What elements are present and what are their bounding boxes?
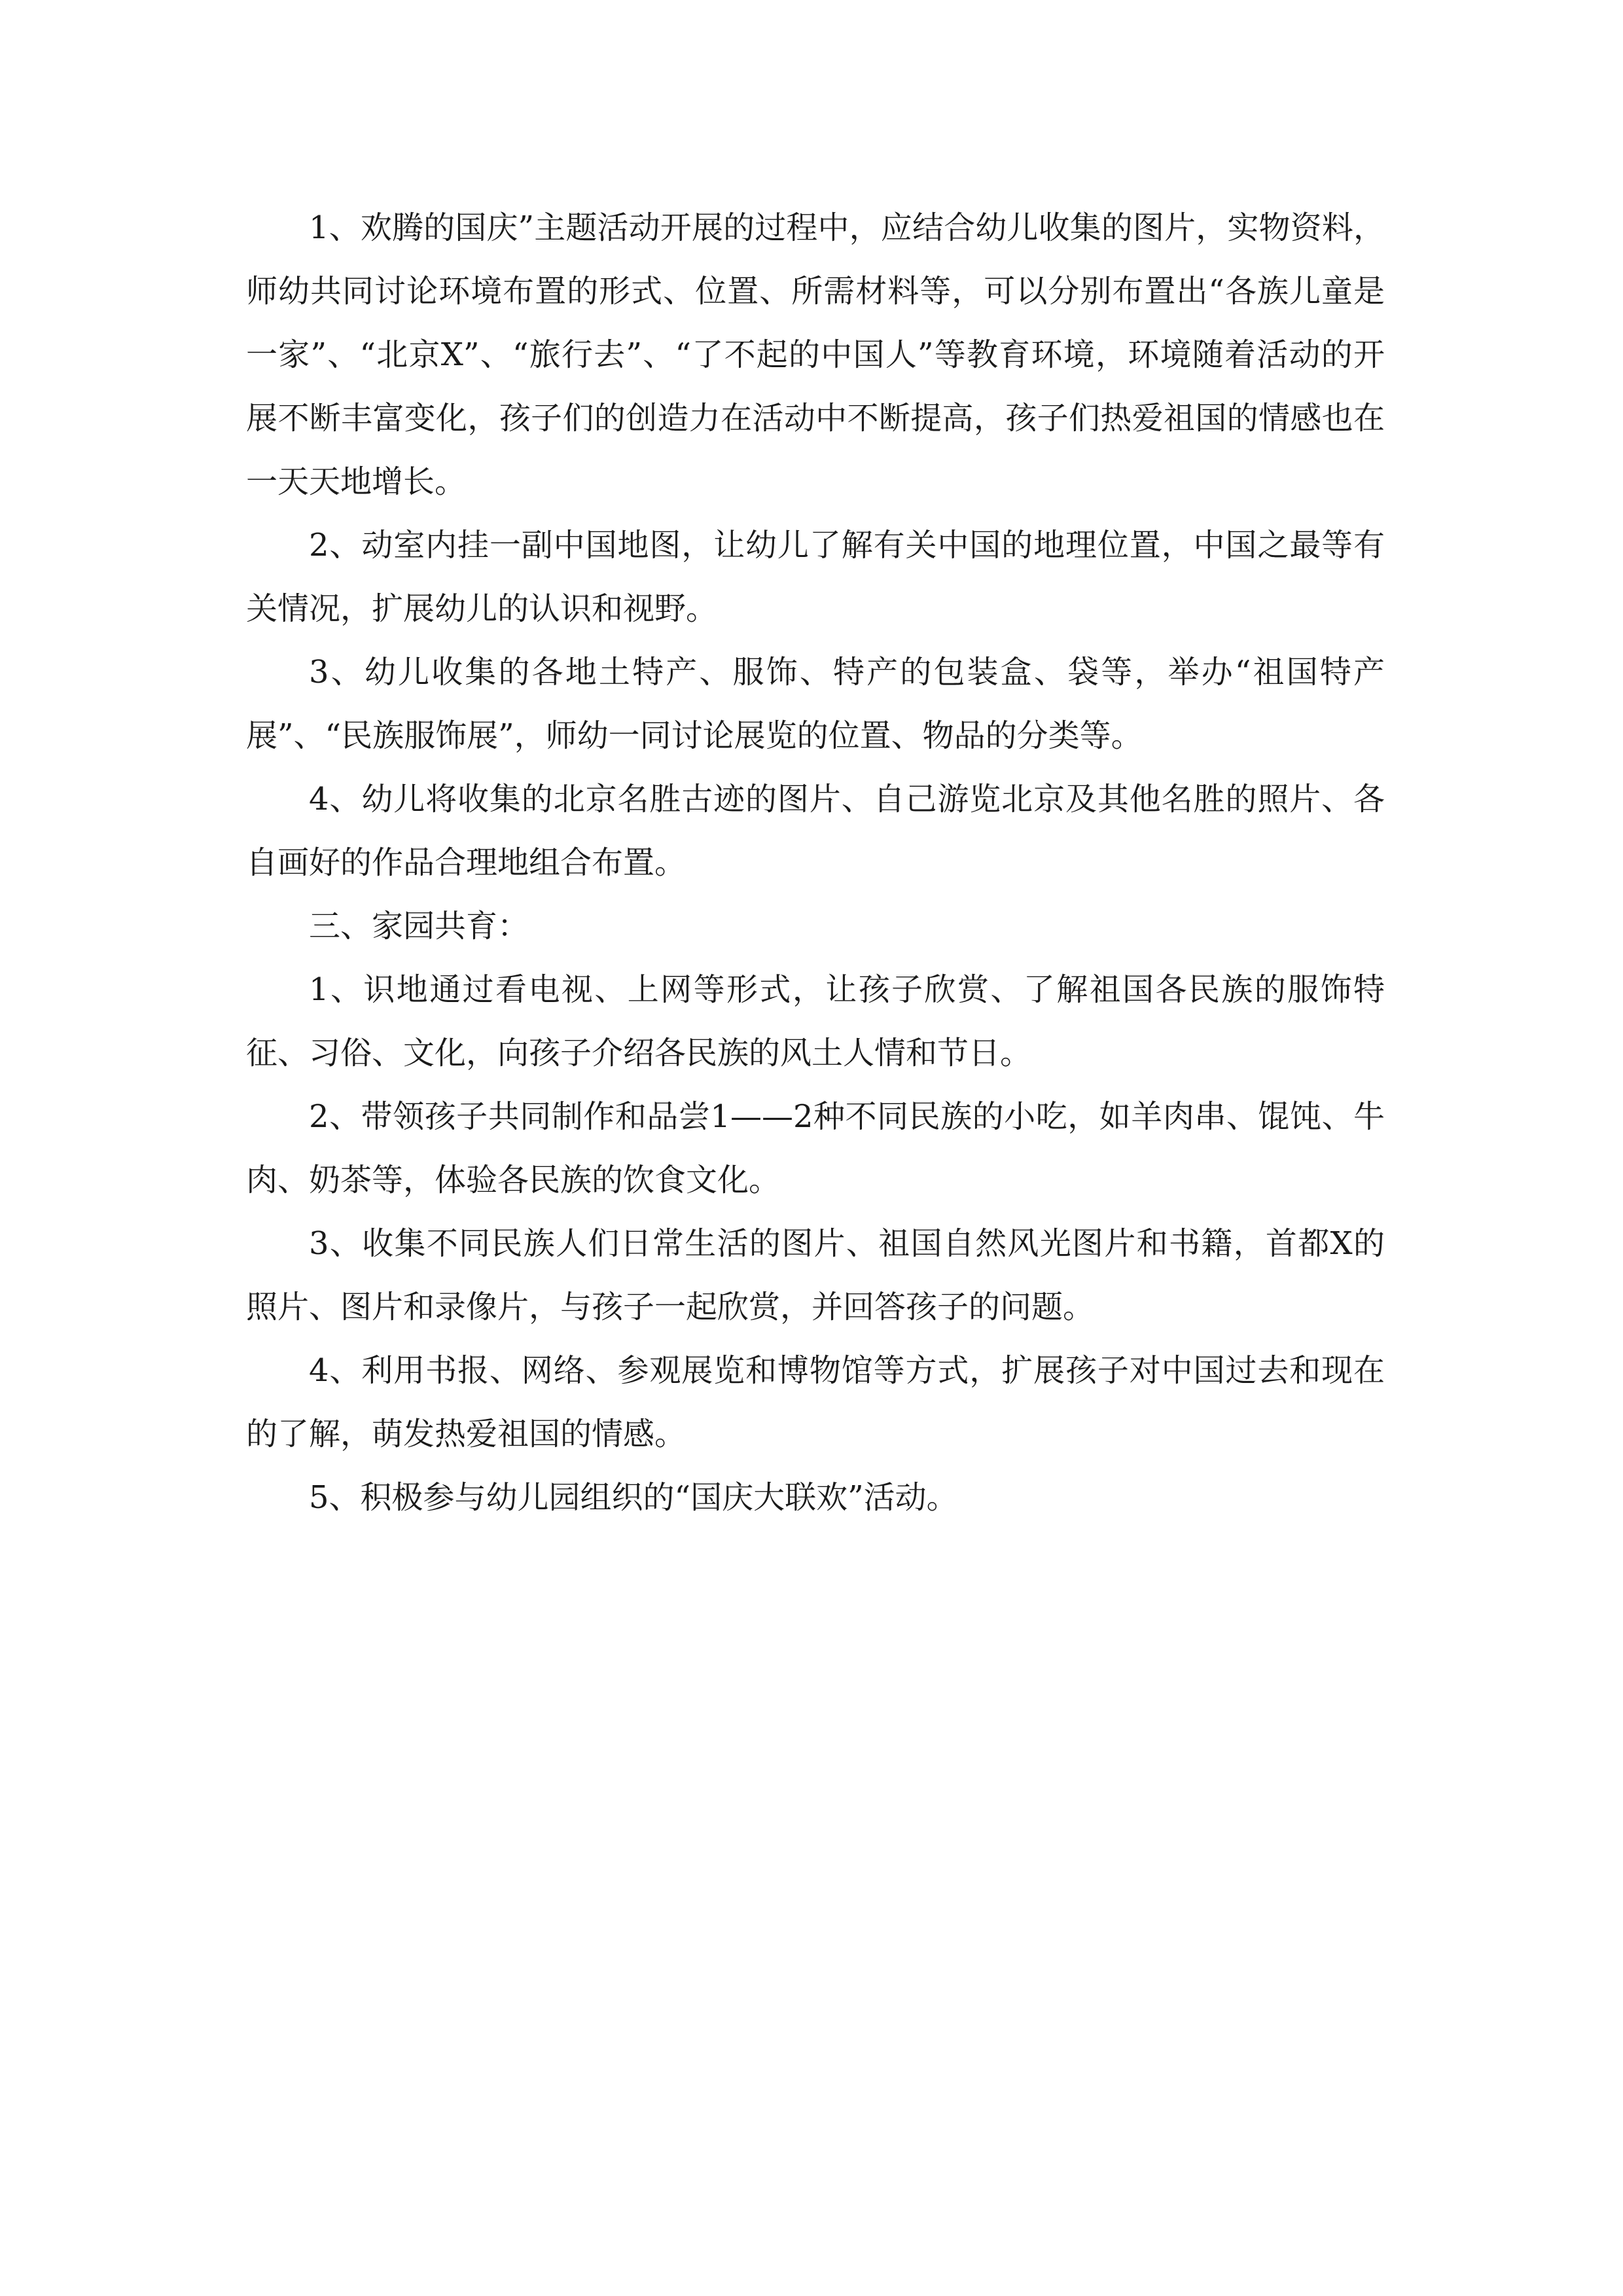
paragraph-6: 2、带领孩子共同制作和品尝1——2种不同民族的小吃，如羊肉串、馄饨、牛肉、奶茶等，体验各民族的饮食文化。 <box>246 1098 1385 1198</box>
paragraph-7: 3、收集不同民族人们日常生活的图片、祖国自然风光图片和书籍，首都X的照片、图片和录像片，与孩子一起欣赏，并回答孩子的问题。 <box>246 1225 1385 1325</box>
paragraph-4: 4、幼儿将收集的北京名胜古迹的图片、自己游览北京及其他名胜的照片、各自画好的作品合理地组合布置。 <box>246 781 1385 881</box>
paragraph-2: 2、动室内挂一副中国地图，让幼儿了解有关中国的地理位置，中国之最等有关情况，扩展幼儿的认识和视野。 <box>246 527 1385 627</box>
paragraph-8: 4、利用书报、网络、参观展览和博物馆等方式，扩展孩子对中国过去和现在的了解，萌发热爱祖国的情感。 <box>246 1352 1385 1452</box>
document-body <box>246 196 1385 1530</box>
section-heading-home-school: 三、家园共育： <box>309 908 529 944</box>
paragraph-9: 5、积极参与幼儿园组织的“国庆大联欢”活动。 <box>309 1479 958 1516</box>
paragraph-5: 1、识地通过看电视、上网等形式，让孩子欣赏、了解祖国各民族的服饰特征、习俗、文化，向孩子介绍各民族的风土人情和节日。 <box>246 971 1385 1071</box>
paragraph-3: 3、幼儿收集的各地土特产、服饰、特产的包装盒、袋等，举办“祖国特产展”、“民族服饰展”，师幼一同讨论展览的位置、物品的分类等。 <box>246 654 1385 754</box>
paragraph-1: 1、欢腾的国庆”主题活动开展的过程中，应结合幼儿收集的图片，实物资料，师幼共同讨论环境布置的形式、位置、所需材料等，可以分别布置出“各族儿童是一家”、“北京X”、“旅行去”、“了不起的中国人”等教育环境，环境随着活动的开展不断丰富变化，孩子们的创造力在活动中不断提高，孩子们热爱祖国的情感也在一天天地增长。 <box>246 209 1385 500</box>
